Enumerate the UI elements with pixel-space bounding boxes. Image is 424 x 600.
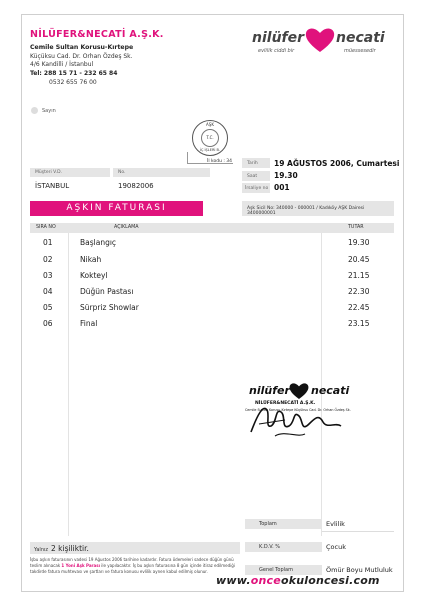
official-seal bbox=[192, 120, 228, 156]
tax-no-value: 19082006 bbox=[118, 182, 154, 190]
row-number: 04 bbox=[43, 287, 53, 296]
date-label-box bbox=[242, 158, 270, 168]
row-amount: 23.15 bbox=[348, 319, 370, 328]
amount-in-words-label: Yalnız bbox=[34, 547, 49, 553]
invoice-title-bar bbox=[30, 201, 203, 216]
sayin-label: Sayın bbox=[42, 108, 56, 114]
row-description: Başlangıç bbox=[80, 238, 117, 247]
watermark-suffix: okuloncesi.com bbox=[280, 574, 380, 587]
tax-no-label-box bbox=[113, 168, 210, 177]
address-line-2: 4/6 Kandilli / İstanbul bbox=[30, 61, 94, 68]
heart-icon bbox=[305, 27, 335, 53]
row-description: Kokteyl bbox=[80, 271, 108, 280]
invoice-date: 19 AĞUSTOS 2006, Cumartesi bbox=[274, 159, 400, 168]
row-number: 03 bbox=[43, 271, 53, 280]
seal-center-text: T.C. bbox=[201, 129, 219, 147]
total-value: Evlilik bbox=[326, 520, 345, 528]
brand-logo bbox=[252, 27, 392, 61]
table-row bbox=[30, 269, 394, 286]
row-amount: 22.30 bbox=[348, 287, 370, 296]
dispatch-label: İrsaliye no bbox=[245, 186, 269, 191]
address-line-1: Küçüksu Cad. Dr. Orhan Özdeş Sk. bbox=[30, 53, 133, 60]
tax-office-label-box bbox=[30, 168, 110, 177]
stamp-brand-right: necati bbox=[311, 384, 350, 397]
stamp-brand-left: nilüfer bbox=[249, 384, 290, 397]
seal-top-text: AŞK bbox=[206, 122, 214, 127]
row-number: 06 bbox=[43, 319, 53, 328]
terms-highlight: 1 Yoni Aşk Parası bbox=[61, 563, 100, 568]
terms-part-2: ile yapılacaktır. İş bu aşkın faturasına 8 gün içinde itiraz edilmediği takdirde fatura muhtevası ve şartları ve fatura konusu evlilik aynen kabul edilmiş olunur. bbox=[30, 563, 235, 574]
table-row bbox=[30, 317, 394, 334]
grand-total-label: Genel Toplam bbox=[245, 565, 322, 575]
column-header-amount: TUTAR bbox=[348, 225, 364, 230]
company-subtitle: Cemile Sultan Korusu-Kırtepe bbox=[30, 44, 134, 51]
dispatch-number: 001 bbox=[274, 183, 290, 192]
watermark-highlight: once bbox=[250, 574, 281, 587]
table-row bbox=[30, 236, 394, 253]
invoice-time: 19.30 bbox=[274, 171, 298, 180]
registry-info: Aşk Sicil No: 340000 - 000001 / Kadıköy AŞK Dairesi 3400000001 bbox=[242, 201, 394, 216]
column-header-description: AÇIKLAMA bbox=[114, 225, 139, 230]
row-description: Düğün Pastası bbox=[80, 287, 134, 296]
tax-office-value: İSTANBUL bbox=[35, 182, 70, 190]
phone-line: Tel: 288 15 71 - 232 65 84 bbox=[30, 70, 118, 77]
brand-left-word: nilüfer bbox=[252, 30, 305, 46]
stamp-company-name: NİLÜFER&NECATİ A.Ş.K. bbox=[255, 401, 316, 406]
brand-right-tagline: müessesedir bbox=[344, 48, 376, 54]
row-number: 01 bbox=[43, 238, 53, 247]
watermark-url bbox=[216, 574, 380, 587]
signature-icon bbox=[245, 396, 363, 442]
terms-part-1: İşbu aşkın faturasının vadesi 19 Ağustos 2006 tarihine kadardır. Fatura ödemeleri sadece düğün günü teslim alınacak bbox=[30, 557, 234, 568]
brand-left-tagline: evlilik ciddi bir bbox=[258, 48, 295, 54]
seal-bottom-text: İÇ İŞLERİ B. bbox=[199, 148, 221, 152]
tax-office-label: Müşteri V.D. bbox=[35, 170, 62, 175]
row-description: Sürpriz Showlar bbox=[80, 303, 139, 312]
row-amount: 21.15 bbox=[348, 271, 370, 280]
amount-in-words-value: 2 kişiliktir. bbox=[51, 544, 89, 553]
row-number: 05 bbox=[43, 303, 53, 312]
table-row bbox=[30, 285, 394, 302]
province-code: İl kodu : 34 bbox=[207, 159, 233, 164]
company-name: NİLÜFER&NECATİ A.Ş.K. bbox=[30, 29, 164, 40]
vat-label: K.D.V. % bbox=[245, 542, 322, 552]
watermark-prefix: www. bbox=[216, 574, 251, 587]
time-label-box bbox=[242, 171, 270, 181]
bullet-dot bbox=[31, 107, 38, 114]
row-amount: 22.45 bbox=[348, 303, 370, 312]
row-amount: 20.45 bbox=[348, 255, 370, 264]
stamp-address: Cemile Sultan Korusu-Kırtepe Küçüksu Cad. Dr. Orhan Özdeş Sk. bbox=[245, 408, 351, 412]
table-row bbox=[30, 301, 394, 318]
date-label: Tarih bbox=[247, 161, 258, 166]
totals-divider bbox=[322, 531, 394, 532]
table-header bbox=[30, 223, 394, 233]
total-label: Toplam bbox=[245, 519, 322, 529]
amount-in-words-box bbox=[30, 542, 240, 554]
company-stamp bbox=[245, 382, 365, 442]
phone-line-2: 0532 655 76 00 bbox=[49, 79, 97, 86]
row-description: Nikah bbox=[80, 255, 102, 264]
table-row bbox=[30, 253, 394, 270]
column-header-no: SIRA NO bbox=[36, 225, 56, 230]
row-amount: 19.30 bbox=[348, 238, 370, 247]
vat-value: Çocuk bbox=[326, 543, 346, 551]
row-description: Final bbox=[80, 319, 98, 328]
invoice-title: AŞKIN FATURASI bbox=[66, 203, 167, 213]
grand-total-value: Ömür Boyu Mutluluk bbox=[326, 566, 393, 574]
tax-no-label: No. bbox=[118, 170, 126, 175]
terms-text bbox=[30, 557, 242, 575]
dispatch-label-box bbox=[242, 183, 270, 193]
row-number: 02 bbox=[43, 255, 53, 264]
brand-right-word: necati bbox=[336, 30, 385, 46]
time-label: Saat bbox=[247, 174, 258, 179]
